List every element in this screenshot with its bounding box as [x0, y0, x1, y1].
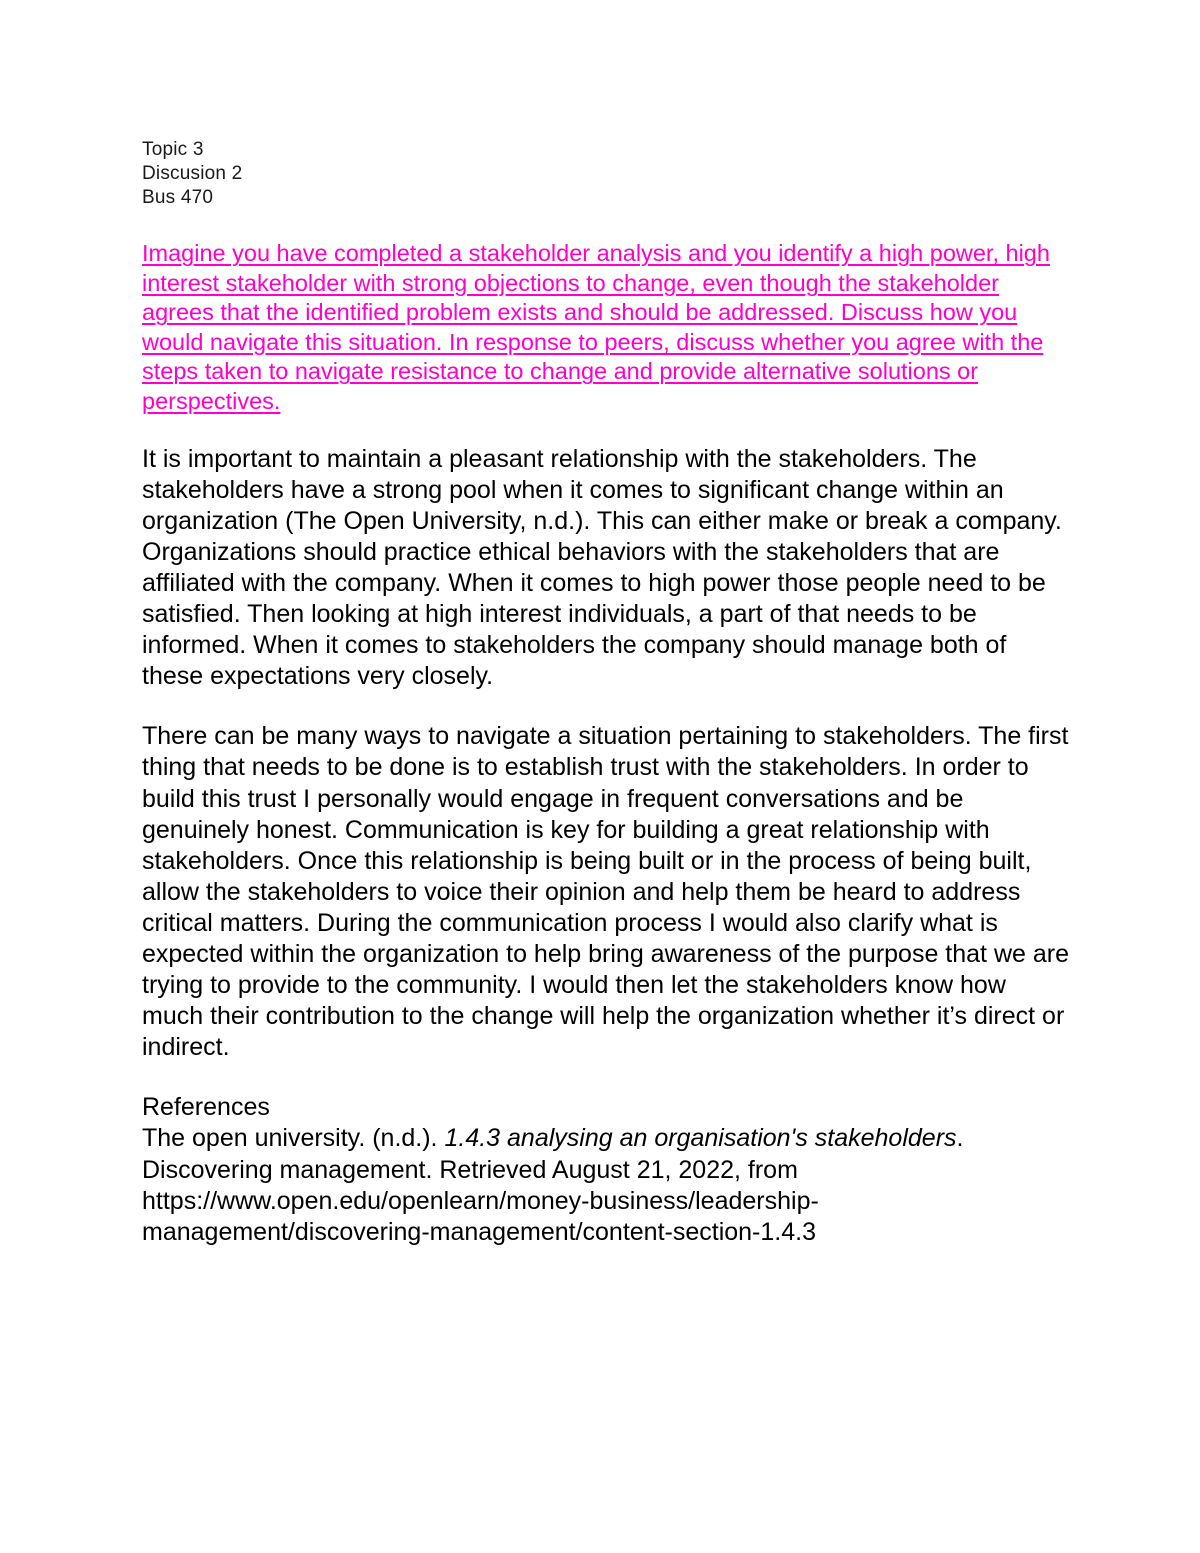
- document-content: [142, 138, 1072, 1248]
- course-label: Bus 470: [142, 187, 214, 208]
- topic-label: Topic 3: [142, 139, 204, 160]
- references-heading: References: [142, 1093, 270, 1122]
- reference-title: 1.4.3 analysing an organisation's stakeholders: [444, 1124, 957, 1153]
- reference-author-date: The open university. (n.d.).: [142, 1124, 445, 1153]
- reference-source: . Discovering management. Retrieved August 21, 2022, from https://www.open.edu/openlearn/money-business/leadership-management/discovering-management/content-section-1.4.3: [142, 1124, 964, 1246]
- discussion-prompt: Imagine you have completed a stakeholder analysis and you identify a high power, high interest stakeholder with strong objections to change, even though the stakeholder agrees that the identified problem exists and should be addressed. Discuss how you would navigate this situation. In response to peers, discuss whether you agree with the steps taken to navigate resistance to change and provide alternative solutions or perspectives.: [142, 240, 1050, 414]
- body-paragraph-2: There can be many ways to navigate a situation pertaining to stakeholders. The first thing that needs to be done is to establish trust with the stakeholders. In order to build this trust I personally would engage in frequent conversations and be genuinely honest. Communication is key for building a great relationship with stakeholders. Once this relationship is being built or in the process of being built, allow the stakeholders to voice their opinion and help them be heard to address critical matters. During the communication process I would also clarify what is expected within the organization to help bring awareness of the purpose that we are trying to provide to the community. I would then let the stakeholders know how much their contribution to the change will help the organization whether it’s direct or indirect.: [142, 722, 1069, 1062]
- body-paragraph-1: It is important to maintain a pleasant relationship with the stakeholders. The stakeholders have a strong pool when it comes to significant change within an organization (The Open University, n.d.). This can either make or break a company. Organizations should practice ethical behaviors with the stakeholders that are affiliated with the company. When it comes to high power those people need to be satisfied. Then looking at high interest individuals, a part of that needs to be informed. When it comes to stakeholders the company should manage both of these expectations very closely.: [142, 444, 1062, 691]
- reference-entry: [142, 1123, 1072, 1247]
- discussion-label: Discusion 2: [142, 163, 243, 184]
